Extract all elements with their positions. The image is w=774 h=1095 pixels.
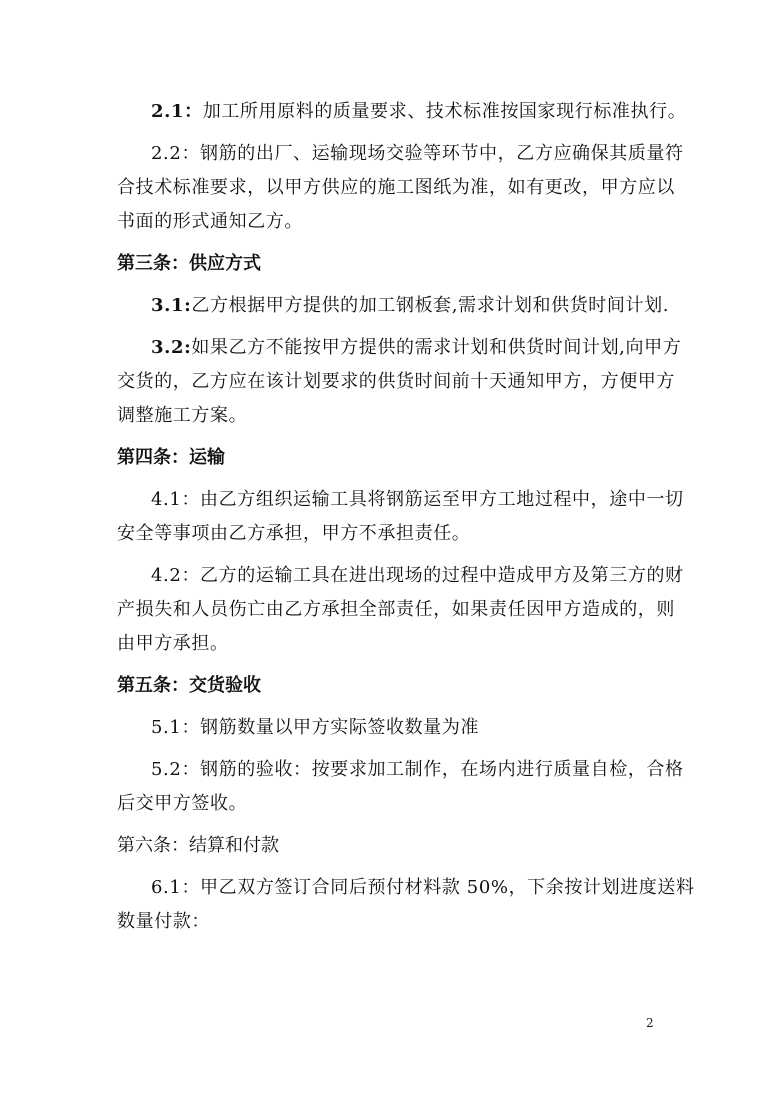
spacer bbox=[117, 323, 662, 331]
clause-line bbox=[117, 593, 675, 627]
section-heading: 第五条：交货验收 bbox=[117, 675, 261, 696]
clause-first-line bbox=[117, 711, 662, 745]
clause-line bbox=[117, 905, 662, 939]
spacer bbox=[117, 745, 662, 753]
spacer bbox=[117, 239, 662, 247]
clause-text: 加工所用原料的质量要求、技术标准按国家现行标准执行。 bbox=[202, 101, 687, 122]
spacer bbox=[117, 551, 662, 559]
clause-text: 甲乙双方签订合同后预付材料款 50%，下余按计划进度送料 bbox=[200, 877, 695, 898]
clause-text: 如果乙方不能按甲方提供的需求计划和供货时间计划,向甲方 bbox=[191, 337, 682, 358]
clause-separator: : bbox=[184, 337, 192, 358]
clause-text: 调整施工方案。 bbox=[117, 405, 248, 426]
clause-paragraph bbox=[117, 137, 684, 239]
clause-text: 后交甲方签收。 bbox=[117, 793, 248, 814]
clause-separator: ： bbox=[184, 101, 203, 122]
page-number: 2 bbox=[646, 1016, 654, 1030]
clause-number: 3.2 bbox=[151, 337, 185, 358]
clause-text: 产损失和人员伤亡由乙方承担全部责任，如果责任因甲方造成的，则 bbox=[117, 599, 675, 620]
clause-separator: ： bbox=[181, 717, 201, 738]
clause-separator: : bbox=[184, 295, 192, 316]
spacer bbox=[117, 475, 662, 483]
spacer bbox=[117, 661, 662, 669]
clause-line bbox=[117, 517, 662, 551]
clause-number: 4.1 bbox=[151, 489, 182, 510]
clause-line bbox=[117, 171, 675, 205]
clause-number: 6.1 bbox=[151, 877, 182, 898]
clause-separator: ： bbox=[181, 877, 201, 898]
clause-number: 3.1 bbox=[151, 295, 185, 316]
clause-line bbox=[117, 365, 675, 399]
clause-paragraph bbox=[117, 331, 682, 433]
clause-separator: ： bbox=[181, 759, 201, 780]
spacer bbox=[117, 939, 662, 947]
clause-number: 4.2 bbox=[151, 565, 182, 586]
spacer bbox=[117, 281, 662, 289]
clause-paragraph bbox=[117, 483, 684, 551]
clause-line bbox=[117, 399, 662, 433]
section-heading: 第六条：结算和付款 bbox=[117, 835, 279, 856]
clause-number: 5.1 bbox=[151, 717, 182, 738]
clause-text: 钢筋数量以甲方实际签收数量为准 bbox=[200, 717, 480, 738]
clause-text: 由甲方承担。 bbox=[117, 633, 229, 654]
clause-first-line bbox=[117, 95, 687, 129]
clause-separator: ： bbox=[181, 489, 201, 510]
clause-paragraph bbox=[117, 289, 670, 323]
clause-first-line bbox=[117, 331, 682, 365]
spacer bbox=[117, 821, 662, 829]
spacer bbox=[117, 703, 662, 711]
spacer bbox=[117, 129, 662, 137]
section-heading: 第三条：供应方式 bbox=[117, 253, 261, 274]
clause-first-line bbox=[117, 753, 684, 787]
section-heading: 第四条：运输 bbox=[117, 447, 225, 468]
clause-separator: ： bbox=[181, 565, 201, 586]
clause-first-line bbox=[117, 483, 684, 517]
clause-text: 由乙方组织运输工具将钢筋运至甲方工地过程中，途中一切 bbox=[200, 489, 684, 510]
clause-first-line bbox=[117, 871, 695, 905]
clause-paragraph bbox=[117, 711, 662, 745]
clause-text: 书面的形式通知乙方。 bbox=[117, 211, 303, 232]
clause-paragraph bbox=[117, 871, 695, 939]
clause-text: 钢筋的验收：按要求加工制作，在场内进行质量自检，合格 bbox=[200, 759, 684, 780]
clause-number: 2.2 bbox=[151, 143, 182, 164]
clause-first-line bbox=[117, 559, 684, 593]
document-body bbox=[117, 95, 695, 947]
clause-text: 数量付款： bbox=[117, 911, 210, 932]
clause-text: 合技术标准要求，以甲方供应的施工图纸为准，如有更改，甲方应以 bbox=[117, 177, 675, 198]
clause-text: 安全等事项由乙方承担，甲方不承担责任。 bbox=[117, 523, 471, 544]
clause-first-line bbox=[117, 137, 684, 171]
clause-paragraph bbox=[117, 753, 684, 821]
clause-separator: ： bbox=[181, 143, 201, 164]
clause-line bbox=[117, 205, 662, 239]
clause-text: 钢筋的出厂、运输现场交验等环节中，乙方应确保其质量符 bbox=[200, 143, 684, 164]
clause-first-line bbox=[117, 289, 670, 323]
clause-paragraph bbox=[117, 559, 684, 661]
clause-text: 乙方根据甲方提供的加工钢板套,需求计划和供货时间计划. bbox=[191, 295, 670, 316]
spacer bbox=[117, 433, 662, 441]
clause-paragraph bbox=[117, 95, 687, 129]
clause-line bbox=[117, 787, 662, 821]
clause-text: 交货的，乙方应在该计划要求的供货时间前十天通知甲方，方便甲方 bbox=[117, 371, 675, 392]
clause-line bbox=[117, 627, 662, 661]
clause-number: 5.2 bbox=[151, 759, 182, 780]
clause-text: 乙方的运输工具在进出现场的过程中造成甲方及第三方的财 bbox=[200, 565, 684, 586]
clause-number: 2.1 bbox=[151, 101, 185, 122]
spacer bbox=[117, 863, 662, 871]
